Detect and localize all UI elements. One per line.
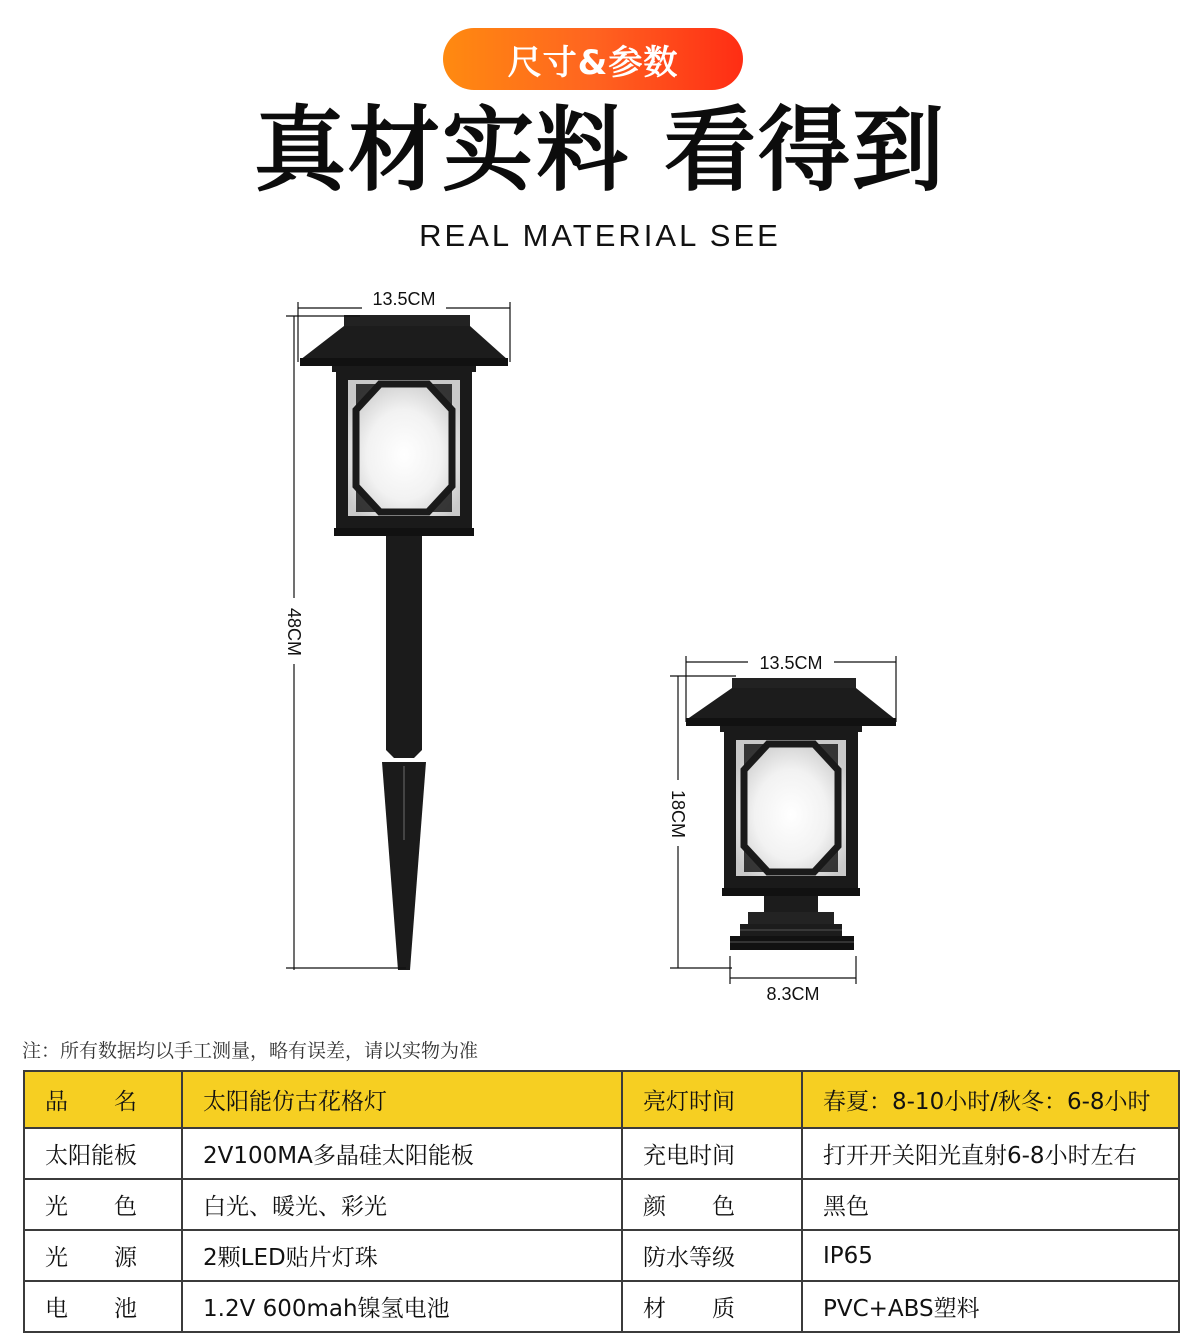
spec-row: [24, 1281, 1179, 1332]
spec-label: 光 色: [24, 1179, 182, 1230]
spec-label: 颜 色: [622, 1179, 802, 1230]
spec-row: [24, 1071, 1179, 1128]
spec-value: 打开开关阳光直射6-8小时左右: [802, 1128, 1179, 1179]
spec-row: [24, 1128, 1179, 1179]
measurement-note: 注：所有数据均以手工测量，略有误差，请以实物为准: [22, 1040, 479, 1062]
badge-label: 尺寸&参数: [507, 42, 679, 83]
spec-label: 亮灯时间: [622, 1071, 802, 1128]
spec-value: 1.2V 600mah镍氢电池: [182, 1281, 622, 1332]
section-badge: [443, 28, 743, 90]
spec-label: 光 源: [24, 1230, 182, 1281]
spec-value: 黑色: [802, 1179, 1179, 1230]
pillar-lamp-illustration: [686, 678, 896, 950]
spec-value: 春夏：8-10小时/秋冬：6-8小时: [802, 1071, 1179, 1128]
pillar-height-label: 18CM: [668, 789, 688, 839]
stake-height-label: 48CM: [284, 607, 304, 657]
spec-label: 材 质: [622, 1281, 802, 1332]
product-dimension-figure: [270, 280, 930, 1020]
spec-value: PVC+ABS塑料: [802, 1281, 1179, 1332]
spec-value: 白光、暖光、彩光: [182, 1179, 622, 1230]
pillar-width-label: 13.5CM: [759, 653, 823, 673]
spec-label: 太阳能板: [24, 1128, 182, 1179]
stake-lamp-illustration: [300, 315, 508, 970]
spec-label: 充电时间: [622, 1128, 802, 1179]
stake-width-label: 13.5CM: [372, 289, 436, 309]
spec-value: IP65: [802, 1230, 1179, 1281]
spec-value: 2颗LED贴片灯珠: [182, 1230, 622, 1281]
pillar-base-label: 8.3CM: [766, 984, 820, 1004]
page-subtitle: REAL MATERIAL SEE: [419, 218, 781, 253]
spec-value: 太阳能仿古花格灯: [182, 1071, 622, 1128]
spec-row: [24, 1179, 1179, 1230]
spec-label: 防水等级: [622, 1230, 802, 1281]
pillar-base-dimension: [730, 956, 856, 1004]
spec-label: 品 名: [24, 1071, 182, 1128]
spec-row: [24, 1230, 1179, 1281]
page-title: 真材实料 看得到: [253, 97, 947, 204]
spec-value: 2V100MA多晶硅太阳能板: [182, 1128, 622, 1179]
spec-label: 电 池: [24, 1281, 182, 1332]
spec-table: [23, 1070, 1180, 1333]
